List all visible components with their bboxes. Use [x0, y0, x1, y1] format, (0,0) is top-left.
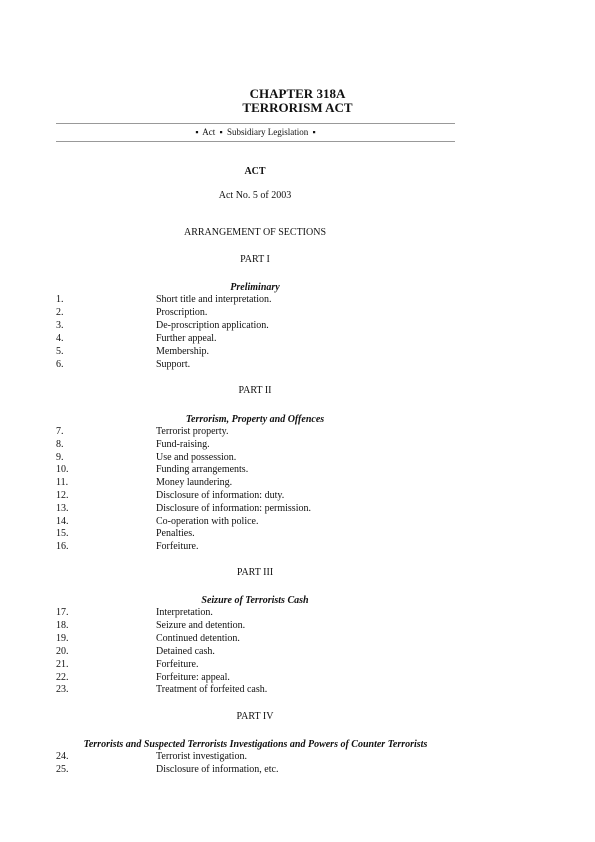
section-number: 20.: [56, 646, 69, 657]
section-number: 1.: [56, 294, 64, 305]
section-number: 7.: [56, 426, 64, 437]
section-number: 11.: [56, 477, 69, 488]
section-title: Support.: [156, 359, 191, 370]
section-number: 6.: [56, 359, 64, 370]
section-number: 5.: [56, 346, 64, 357]
section-title: Seizure and detention.: [156, 620, 246, 631]
section-title: Treatment of forfeited cash.: [156, 684, 268, 695]
bullet-separator: ▪: [312, 127, 316, 137]
nav-links: [56, 127, 455, 137]
chapter-heading: CHAPTER 318A: [249, 86, 346, 101]
section-title: De-proscription application.: [156, 320, 269, 331]
part-3-subtitle: Seizure of Terrorists Cash: [201, 595, 309, 606]
part-2-label: PART II: [238, 385, 272, 396]
section-title: Money laundering.: [156, 477, 233, 488]
act-link[interactable]: Act: [202, 127, 216, 137]
section-number: 15.: [56, 528, 69, 539]
section-number: 17.: [56, 607, 69, 618]
section-number: 10.: [56, 464, 69, 475]
section-title: Forfeiture.: [156, 659, 199, 670]
divider-bottom: [56, 141, 455, 142]
act-label: ACT: [244, 166, 266, 177]
section-number: 14.: [56, 516, 69, 527]
part-4-subtitle: Terrorists and Suspected Terrorists Investigations and Powers of Counter Terrorists: [83, 739, 428, 750]
section-number: 18.: [56, 620, 69, 631]
section-number: 2.: [56, 307, 64, 318]
divider-top: [56, 123, 455, 124]
subsidiary-legislation-link[interactable]: Subsidiary Legislation: [226, 127, 309, 137]
section-number: 22.: [56, 672, 69, 683]
section-number: 16.: [56, 541, 69, 552]
section-title: Penalties.: [156, 528, 195, 539]
act-number: Act No. 5 of 2003: [218, 190, 292, 201]
section-title: Terrorist investigation.: [156, 751, 247, 762]
part-1-subtitle: Preliminary: [230, 282, 280, 293]
section-title: Disclosure of information, etc.: [156, 764, 279, 775]
section-title: Membership.: [156, 346, 210, 357]
section-number: 24.: [56, 751, 69, 762]
section-title: Fund-raising.: [156, 439, 210, 450]
section-title: Disclosure of information: permission.: [156, 503, 311, 514]
section-number: 4.: [56, 333, 64, 344]
section-title: Use and possession.: [156, 452, 237, 463]
part-3-label: PART III: [236, 567, 274, 578]
section-title: Detained cash.: [156, 646, 215, 657]
section-number: 9.: [56, 452, 64, 463]
section-number: 25.: [56, 764, 69, 775]
section-number: 23.: [56, 684, 69, 695]
section-number: 8.: [56, 439, 64, 450]
section-number: 21.: [56, 659, 69, 670]
part-2-subtitle: Terrorism, Property and Offences: [185, 414, 325, 425]
section-title: Continued detention.: [156, 633, 240, 644]
bullet-separator: ▪: [219, 127, 223, 137]
section-title: Co-operation with police.: [156, 516, 259, 527]
arrangement-heading: ARRANGEMENT OF SECTIONS: [183, 227, 327, 238]
section-number: 13.: [56, 503, 69, 514]
section-number: 3.: [56, 320, 64, 331]
section-title: Forfeiture: appeal.: [156, 672, 230, 683]
section-title: Interpretation.: [156, 607, 213, 618]
section-title: Further appeal.: [156, 333, 217, 344]
section-number: 12.: [56, 490, 69, 501]
section-title: Forfeiture.: [156, 541, 199, 552]
section-title: Terrorist property.: [156, 426, 229, 437]
section-title: Short title and interpretation.: [156, 294, 272, 305]
bullet-separator: ▪: [195, 127, 199, 137]
section-title: Proscription.: [156, 307, 208, 318]
part-1-label: PART I: [240, 254, 270, 265]
section-title: Disclosure of information: duty.: [156, 490, 285, 501]
act-title: TERRORISM ACT: [242, 100, 353, 115]
section-number: 19.: [56, 633, 69, 644]
section-title: Funding arrangements.: [156, 464, 249, 475]
part-4-label: PART IV: [236, 711, 274, 722]
